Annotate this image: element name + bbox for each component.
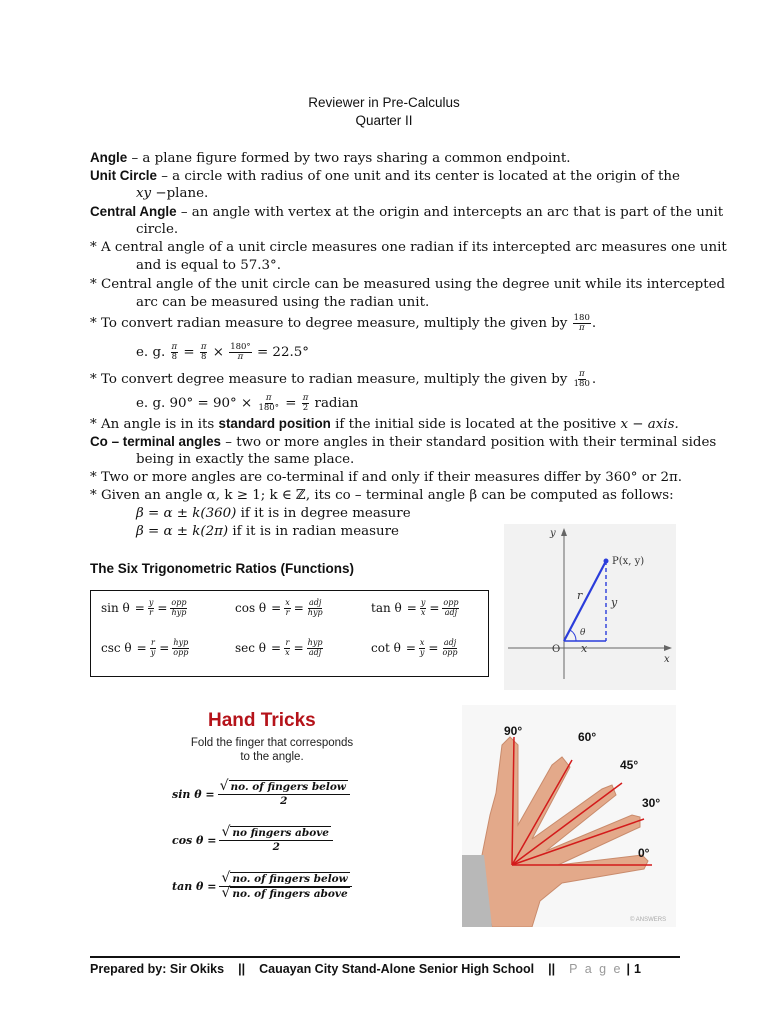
- photo-credit: © ANSWERS: [630, 917, 667, 923]
- page-number: 1: [634, 962, 641, 976]
- trig-ratio-tan: tan θ = $\frac{y}{x}$ = $\frac{\text{opp}}{\text{adj}}$: [371, 598, 459, 617]
- footer-school: Cauayan City Stand-Alone Senior High School: [259, 962, 535, 976]
- footer-divider: [90, 956, 680, 958]
- x-leg-label: x: [581, 642, 588, 655]
- eg1-label: e. g.: [136, 345, 166, 360]
- cos-formula: cos θ = √ no fingers above 2: [172, 826, 333, 854]
- y-leg-label: y: [611, 596, 618, 609]
- xy-var: xy: [136, 186, 152, 201]
- term-coterminal: Co – terminal angles: [90, 434, 221, 449]
- hand-tricks-title: Hand Tricks: [208, 710, 316, 731]
- term-standard-position: standard position: [218, 416, 331, 431]
- point-label: P(x, y): [612, 556, 645, 567]
- hand-tricks-subtitle: Fold the finger that corresponds to the angle.: [190, 737, 354, 763]
- trig-ratio-cos: cos θ = $\frac{x}{r}$ = $\frac{\text{adj}}{\text{hyp}}$: [235, 598, 323, 617]
- def-central-angle: [90, 203, 724, 222]
- formula-degree: β = α ± k(360) if it is in degree measure: [136, 506, 411, 521]
- document-title: Reviewer in Pre-Calculus: [308, 95, 460, 110]
- def-coterminal: [90, 433, 717, 452]
- origin-label: O: [552, 644, 561, 655]
- page-footer: Prepared by: Sir Okiks || Cauayan City Stand-Alone Senior High School || P a g e | 1: [90, 962, 641, 976]
- def-central-angle-text: – an angle with vertex at the origin and intercepts an arc that is part of the unit: [176, 205, 724, 220]
- note-radian: * A central angle of a unit circle measures one radian if its intercepted arc measures one unit: [90, 240, 727, 255]
- rule-rad-to-deg-text: * To convert radian measure to degree measure, multiply the given by: [90, 316, 568, 331]
- term-central-angle: Central Angle: [90, 204, 177, 219]
- def-central-angle-cont: circle.: [136, 222, 179, 237]
- rule-deg-to-rad-text: * To convert degree measure to radian measure, multiply the given by: [90, 372, 568, 387]
- point-p: [604, 559, 609, 564]
- label-0: 0°: [638, 846, 650, 860]
- r-label: r: [577, 589, 583, 602]
- angle-arc: [570, 630, 576, 641]
- eg1-result: = 22.5°: [256, 345, 309, 360]
- def-coterminal-cont: being in exactly the same place.: [136, 452, 355, 467]
- tan-formula: tan θ = √ no. of fingers below √ no. of fingers above: [172, 872, 352, 900]
- term-unit-circle: Unit Circle: [90, 168, 157, 183]
- x-axis-arrow: [664, 645, 672, 651]
- trig-ratios-table: [90, 590, 489, 677]
- label-30: 30°: [642, 796, 661, 810]
- formula-degree-expr: β = α ± k(360): [136, 506, 237, 521]
- def-coterminal-text: – two or more angles in their standard position with their terminal sides: [220, 435, 717, 450]
- def-unit-circle: [90, 167, 690, 186]
- label-60: 60°: [578, 730, 597, 744]
- hand-angle-photo: [462, 705, 676, 927]
- note-radian-cont: and is equal to 57.3°.: [136, 258, 281, 273]
- formula-radian-expr: β = α ± k(2π): [136, 524, 229, 539]
- rule-deg-to-rad: * To convert degree measure to radian measure, multiply the given by $\frac{\pi}{180}$ .: [90, 369, 597, 389]
- document-subtitle: Quarter II: [355, 113, 413, 128]
- rule-rad-to-deg: * To convert radian measure to degree measure, multiply the given by $\frac{180}{\pi}$ .: [90, 313, 597, 333]
- def-angle: [90, 149, 690, 168]
- hand-illustration: [462, 705, 676, 927]
- hand-tricks-panel: [172, 710, 372, 920]
- eg2-label: e. g. 90° = 90° ×: [136, 396, 253, 411]
- note-units: * Central angle of the unit circle can be measured using the degree unit while its intercepted: [90, 277, 726, 292]
- trig-ratio-sec: sec θ = $\frac{r}{x}$ = $\frac{\text{hyp}}{\text{adj}}$: [235, 638, 323, 657]
- label-90: 90°: [504, 724, 523, 738]
- x-axis-var: x − axis.: [620, 417, 679, 432]
- example-deg-to-rad: e. g. 90° = 90° × $\frac{\pi}{180^\circ}$ = $\frac{\pi}{2}$ radian: [136, 393, 359, 413]
- standard-position: * An angle is in its standard position if the initial side is located at the positive x − axis.: [90, 416, 679, 432]
- def-unit-circle-cont: [136, 185, 736, 203]
- coterminal-note: * Two or more angles are co-terminal if and only if their measures differ by 360° or 2π.: [90, 470, 683, 485]
- label-45: 45°: [620, 758, 639, 772]
- term-angle: Angle: [90, 150, 128, 165]
- theta-label: θ: [580, 628, 586, 638]
- unit-circle-diagram: [504, 524, 676, 690]
- def-angle-text: – a plane figure formed by two rays sharing a common endpoint.: [127, 151, 571, 166]
- trig-ratio-cot: cot θ = $\frac{x}{y}$ = $\frac{\text{adj}}{\text{opp}}$: [371, 638, 458, 657]
- eg2-result: radian: [314, 396, 359, 411]
- y-axis-arrow: [561, 528, 567, 536]
- x-axis-label: x: [664, 654, 670, 665]
- factor-pi-over-180: $\frac{\pi}{180}$: [573, 369, 590, 389]
- xy-plane-text: −plane.: [151, 186, 209, 201]
- factor-180-over-pi: $\frac{180}{\pi}$: [573, 313, 590, 333]
- trig-ratio-csc: csc θ = $\frac{r}{y}$ = $\frac{\text{hyp}}{\text{opp}}$: [101, 638, 189, 657]
- footer-prepared-by: Prepared by: Sir Okiks: [90, 962, 225, 976]
- trig-ratio-sin: sin θ = $\frac{y}{r}$ = $\frac{\text{opp}}{\text{hyp}}$: [101, 598, 187, 617]
- example-rad-to-deg: e. g. $\frac{\pi}{8}$ = $\frac{\pi}{8}$ × $\frac{180^\circ}{\pi}$ = 22.5°: [136, 342, 309, 362]
- footer-page-word: P a g e: [569, 962, 623, 976]
- trig-heading: The Six Trigonometric Ratios (Functions): [90, 561, 355, 576]
- def-unit-circle-text: – a circle with radius of one unit and its center is located at the origin of the: [156, 169, 680, 184]
- sin-formula: sin θ = √ no. of fingers below 2: [172, 780, 350, 808]
- y-axis-label: y: [550, 528, 556, 539]
- formula-radian: β = α ± k(2π) if it is in radian measure: [136, 524, 399, 539]
- right-triangle-figure: [504, 524, 676, 690]
- note-units-cont: arc can be measured using the radian unit.: [136, 295, 430, 310]
- coterminal-given: * Given an angle α, k ≥ 1; k ∈ ℤ, its co – terminal angle β can be computed as follows:: [90, 488, 674, 503]
